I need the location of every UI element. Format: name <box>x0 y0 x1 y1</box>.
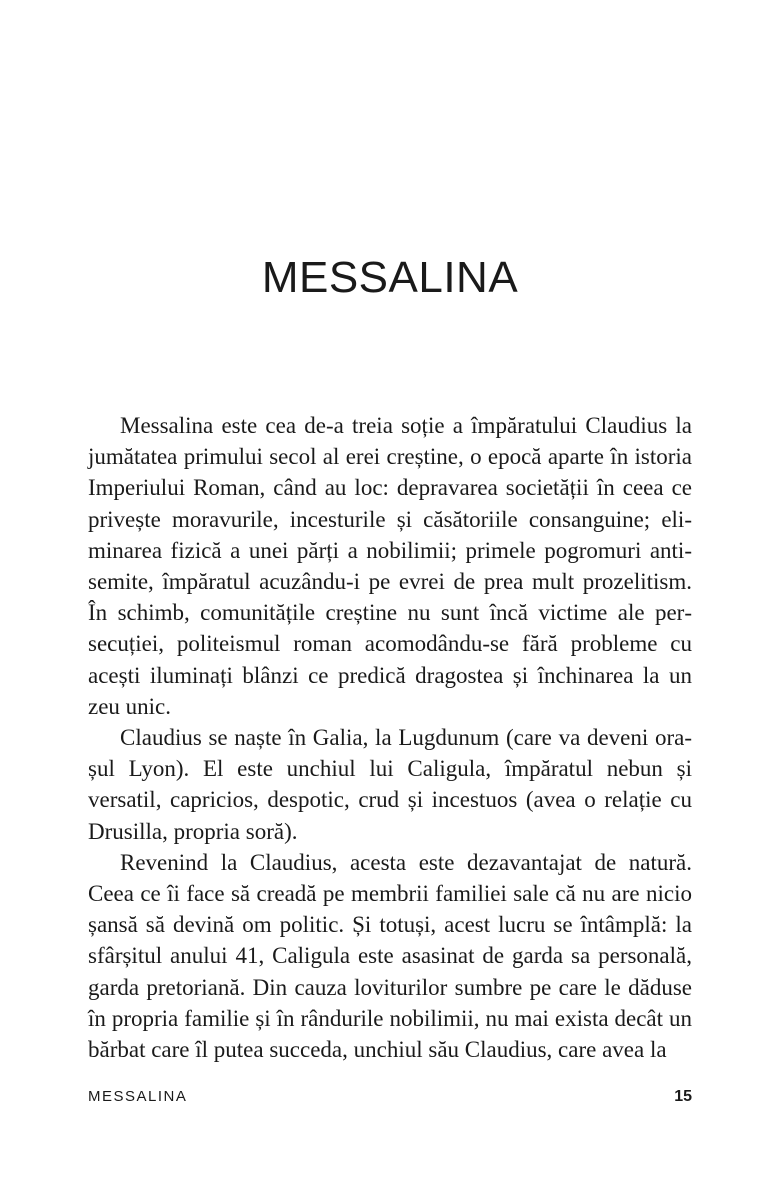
body-text <box>88 410 692 1065</box>
page-number: 15 <box>674 1088 692 1105</box>
chapter-title: MESSALINA <box>261 253 519 302</box>
running-title: MESSALINA <box>88 1088 188 1105</box>
paragraph: Messalina este cea de-a treia soție a împăratului Claudius la jumătatea primului secol al erei creștine, o epocă aparte în istoria Imperiului Roman, când au loc: depravarea societății în ceea ce privește moravurile, incesturile și căsătoriile consanguine; eliminarea fizică a unei părți a nobilimii; primele pogromuri antisemite, împăratul acuzându-i pe evrei de prea mult prozelitism. În schimb, comunitățile creștine nu sunt încă victime ale persecuției, politeismul roman acomodându-se fără probleme cu acești iluminați blânzi ce predică dragostea și închinarea la un zeu unic. <box>88 413 692 719</box>
paragraph: Revenind la Claudius, acesta este dezavantajat de natură. Ceea ce îi face să creadă pe membrii familiei sale că nu are nicio șansă să devină om politic. Și totuși, acest lucru se întâmplă: la sfârșitul anului 41, Caligula este asasinat de garda sa personală, garda pretoriană. Din cauza loviturilor sumbre pe care le dăduse în propria familie și în rândurile nobilimii, nu mai exista decât un bărbat care îl putea succeda, unchiul său Claudius, care avea la <box>88 849 692 1063</box>
paragraph: Claudius se naște în Galia, la Lugdunum (care va deveni orașul Lyon). El este unchiul lui Caligula, împăratul nebun și versatil, capricios, despotic, crud și incestuos (avea o relație cu Drusilla, propria soră). <box>88 725 692 844</box>
page-footer <box>88 1088 692 1112</box>
